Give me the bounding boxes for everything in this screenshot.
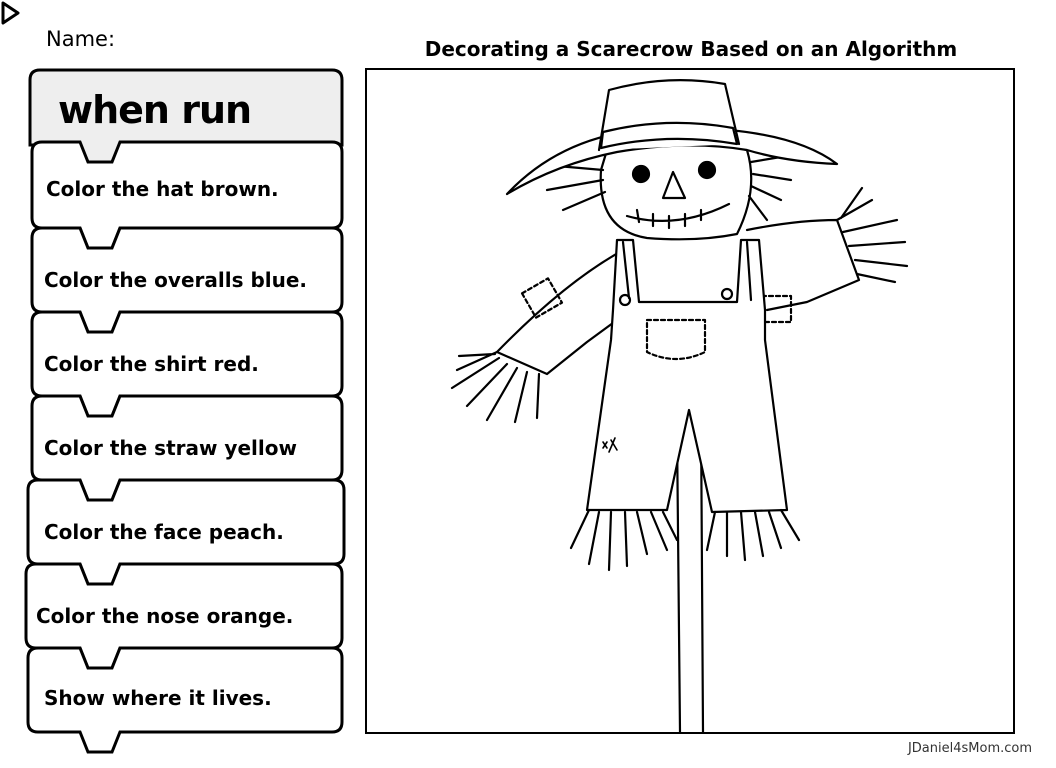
step-text-3: Color the shirt red. [44,352,259,376]
step-text-1: Color the hat brown. [46,177,279,201]
footer-credit: JDaniel4sMom.com [907,741,1032,756]
leg-straw-right [707,510,799,560]
scarecrow-overalls [587,240,787,512]
step-text-4: Color the straw yellow [44,436,297,460]
page-title: Decorating a Scarecrow Based on an Algorithm [424,37,958,61]
picture-frame [365,68,1015,734]
name-label: Name: [46,27,116,51]
step-text-2: Color the overalls blue. [44,268,308,292]
leg-straw-left [571,510,677,570]
step-text-7: Show where it lives. [44,686,272,710]
algorithm-blocks [0,0,360,768]
scarecrow-head [601,142,752,239]
left-eye [633,166,649,182]
step-text-5: Color the face peach. [44,520,284,544]
play-triangle-icon [0,0,22,26]
right-eye [699,162,715,178]
step-text-6: Color the nose orange. [36,604,294,628]
hat-block-label: when run [58,88,252,132]
scarecrow-illustration [367,70,1013,732]
scarecrow-pole [677,415,703,732]
right-button [722,289,732,299]
